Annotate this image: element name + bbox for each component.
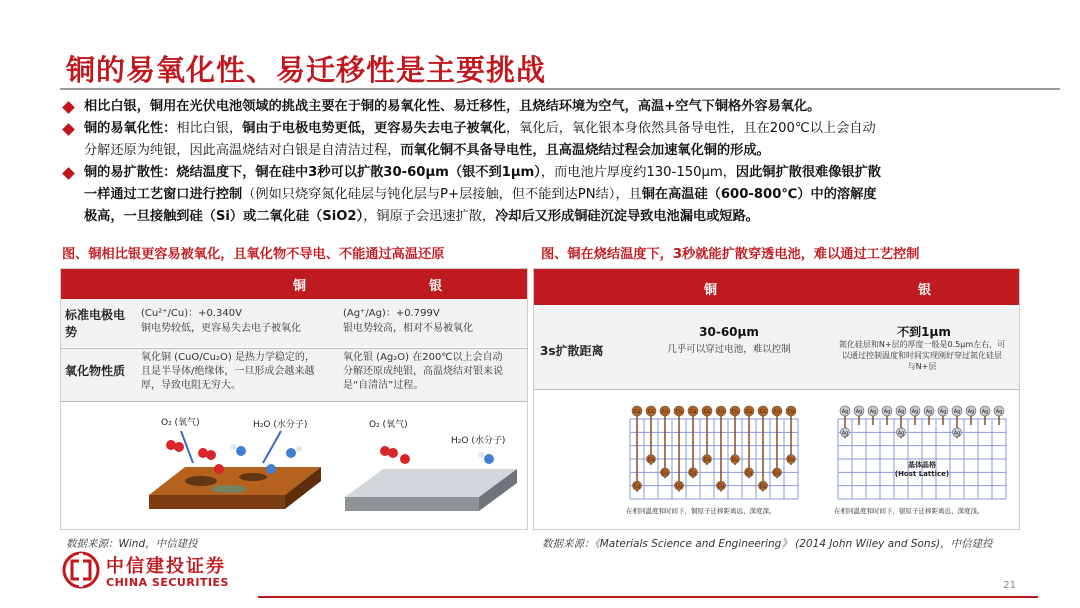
bullet-line <box>84 96 1062 118</box>
diffusion-comparison-table <box>533 268 1020 530</box>
column-header-silver: 银 <box>429 279 443 294</box>
atom-label: Ag <box>911 409 919 415</box>
copper-potential-note: 铜电势较低，更容易失去电子被氧化 <box>141 323 301 334</box>
logo-gap <box>79 553 83 587</box>
atom-label: Cu <box>703 457 711 463</box>
bullet-list <box>62 96 1062 228</box>
atom-label: Cu <box>675 483 683 490</box>
oxygen-molecule-icon <box>400 454 410 464</box>
diamond-bullet-icon <box>62 123 75 136</box>
atom-label: Cu <box>759 483 767 490</box>
bullet-line <box>84 140 1062 162</box>
oxygen-molecule-icon <box>206 450 216 460</box>
host-lattice-label: (Host Lattice) <box>894 470 950 478</box>
copper-oxide-text: 氧化铜 (CuO/Cu₂O) 是热力学稳定的， <box>141 352 315 363</box>
data-source-right: 数据来源：《Materials Science and Engineering》 (2014 John Wiley and Sons)，中信建投 <box>542 538 993 550</box>
atom-label: Cu <box>745 470 753 477</box>
water-molecule-icon <box>230 444 236 450</box>
text-run: ，氧化后，氧化银本身依然具备导电性，且在200℃以上会自动 <box>506 121 876 136</box>
bold-text-run: 铜由于电极电势更低，更容易失去电子被氧化 <box>242 121 506 136</box>
oxygen-molecule-icon <box>388 448 398 458</box>
copper-oxide-text: 厚，导致电阻无穷大。 <box>141 380 241 391</box>
silver-oxide-text: 氧化银 (Ag₂O) 在200℃以上会自动 <box>343 352 503 363</box>
page-number: 21 <box>1003 580 1016 591</box>
atom-label: Cu <box>731 409 739 415</box>
water-molecule-icon <box>478 452 484 458</box>
water-label: H₂O (水分子) <box>451 436 506 446</box>
row-label-electrode-potential: 标准电极电势 <box>65 308 126 339</box>
atom-label: Ag <box>939 409 947 415</box>
oxygen-label: O₂ (氧气) <box>161 418 200 428</box>
silver-potential-note: 银电势较高，相对不易被氧化 <box>343 323 473 334</box>
bold-text-run: 一样通过工艺窗口进行控制 <box>84 187 243 202</box>
bold-text-run: 而氧化铜不具备导电性，且高温烧结过程会加速氧化铜的形成。 <box>400 143 770 158</box>
atom-label: Ag <box>953 430 961 437</box>
bold-text-run: 铜的易扩散性：烧结温度下，铜在硅中3秒可以扩散30-60μm（银不到1μm） <box>84 165 541 180</box>
silver-diffusion-distance: 不到1μm <box>897 325 951 339</box>
oxygen-molecule-icon <box>174 442 184 452</box>
row-label-oxide-property: 氧化物性质 <box>65 364 126 378</box>
bold-text-run: 相比白银，铜用在光伏电池领域的挑战主要在于铜的易氧化性、易迁移性，且烧结环境为空气，高温+空气下铜格外容易氧化。 <box>84 99 821 114</box>
column-header-copper: 铜 <box>293 279 307 294</box>
corrosion-spot <box>185 476 217 486</box>
silver-plate-front <box>345 497 479 511</box>
atom-label: Ag <box>967 409 975 415</box>
bold-text-run: 因此铜扩散很难像银扩散 <box>735 165 881 180</box>
bold-text-run: 极高，一旦接触到硅（Si）或二氧化硅（SiO2） <box>84 209 364 224</box>
atom-label: Ag <box>897 430 905 437</box>
atom-label: Cu <box>717 483 725 490</box>
atom-label: Ag <box>953 409 961 415</box>
silver-potential-value: (Ag⁺/Ag)：+0.799V <box>343 308 440 319</box>
atom-label: Cu <box>717 409 725 415</box>
bullet-item <box>62 96 1062 118</box>
table-header <box>61 269 527 299</box>
water-label: H₂O (水分子) <box>253 420 308 430</box>
bold-text-run: 冷却后又形成铜硅沉淀导致电池漏电或短路。 <box>495 209 759 224</box>
atom-label: Ag <box>841 430 849 437</box>
atom-label: Cu <box>633 409 641 415</box>
water-molecule-icon <box>286 448 296 458</box>
atom-label: Ag <box>981 409 989 415</box>
silver-diffusion-diagram <box>832 405 1012 517</box>
atom-label: Ag <box>869 409 877 415</box>
diamond-bullet-icon <box>62 167 75 180</box>
bold-text-run: 铜的易氧化性： <box>84 121 177 136</box>
oxygen-molecule-icon <box>214 464 224 474</box>
copper-diagram-note: 在相同温度和时间下，铜原子迁移距离远、深度深。 <box>626 507 776 515</box>
silver-diagram-note: 在相同温度和时间下，银原子迁移距离近、深度浅。 <box>834 507 984 515</box>
water-molecule-icon <box>236 446 246 456</box>
water-molecule-icon <box>296 446 302 452</box>
atom-label: Cu <box>703 409 711 415</box>
silver-oxide-text: 分解还原成纯银，高温烧结对银来说 <box>343 366 503 377</box>
table-header <box>534 269 1019 305</box>
arrow-icon <box>263 431 281 463</box>
atom-label: Cu <box>731 457 739 463</box>
atom-label: Cu <box>689 409 697 415</box>
column-header-copper: 铜 <box>704 283 718 298</box>
bullet-line <box>84 206 1062 228</box>
atom-label: Cu <box>787 457 795 463</box>
atom-label: Ag <box>897 409 905 415</box>
atom-label: Cu <box>675 409 683 415</box>
bullet-item <box>62 162 1062 228</box>
text-run: （例如只烧穿氮化硅层与钝化层与P+层接触，但不能到达PN结），且 <box>242 187 642 202</box>
row-divider <box>534 389 1019 390</box>
oxidation-comparison-table <box>60 268 528 530</box>
text-run: 分解还原为纯银，因此高温烧结对白银是自清洁过程， <box>84 143 401 158</box>
atom-label: Ag <box>925 409 933 415</box>
bullet-item <box>62 118 1062 162</box>
atom-label: Cu <box>773 470 781 477</box>
page-title: 铜的易氧化性、易迁移性是主要挑战 <box>66 53 547 87</box>
diamond-bullet-icon <box>62 101 75 114</box>
atom-label: Ag <box>995 409 1003 415</box>
copper-oxidation-illustration <box>141 409 331 527</box>
silver-diffusion-note: 与N+层 <box>907 362 937 371</box>
bullet-line <box>84 162 1062 184</box>
silver-oxidation-illustration <box>339 409 525 527</box>
oxygen-label: O₂ (氧气) <box>369 420 408 430</box>
copper-diffusion-diagram <box>624 405 804 517</box>
copper-oxide-text: 且是半导体/绝缘体，一旦形成会越来越 <box>141 366 315 377</box>
citic-logo-icon <box>62 551 100 589</box>
corrosion-spot <box>239 473 267 481</box>
text-run: ，而电池片厚度约130-150μm， <box>540 165 736 180</box>
column-header-silver: 银 <box>918 283 932 298</box>
atom-label: Cu <box>647 409 655 415</box>
atom-label: Ag <box>883 409 891 415</box>
host-lattice-label: 基体晶格 <box>908 461 936 469</box>
text-run: 相比白银， <box>176 121 243 136</box>
bullet-line <box>84 184 1062 206</box>
atom-label: Cu <box>689 470 697 477</box>
bold-text-run: 铜在高温硅（600-800℃）中的溶解度 <box>641 187 877 202</box>
atom-label: Cu <box>647 457 655 463</box>
copper-diffusion-distance: 30-60μm <box>699 325 759 339</box>
copper-plate-front <box>149 495 285 509</box>
silver-diffusion-note: 氮化硅层和N+层的厚度一般是0.5μm左右，可 <box>838 340 1006 349</box>
copper-potential-value: (Cu²⁺/Cu)：+0.340V <box>141 308 242 319</box>
water-molecule-icon <box>266 464 276 474</box>
atom-label: Cu <box>661 409 669 415</box>
row-divider <box>61 348 527 349</box>
water-molecule-icon <box>484 454 494 464</box>
corrosion-spot <box>211 485 247 493</box>
atom-label: Cu <box>633 483 641 490</box>
atom-label: Cu <box>661 470 669 477</box>
row-divider <box>61 401 527 402</box>
atom-label: Cu <box>787 409 795 415</box>
bullet-line <box>84 118 1062 140</box>
copper-diffusion-note: 几乎可以穿过电池，难以控制 <box>667 344 791 355</box>
atom-label: Cu <box>745 409 753 415</box>
silver-oxide-text: 是“自清洁”过程。 <box>343 380 424 391</box>
figure-caption-left: 图、铜相比银更容易被氧化，且氧化物不导电、不能通过高温还原 <box>62 247 445 262</box>
data-source-left: 数据来源：Wind，中信建投 <box>66 538 198 550</box>
figure-caption-right: 图、铜在烧结温度下，3秒就能扩散穿透电池，难以通过工艺控制 <box>541 247 920 262</box>
silver-diffusion-note: 以通过控制温度和时间实现刚好穿过氮化硅层 <box>842 351 1002 360</box>
atom-label: Ag <box>855 409 863 415</box>
footer-rule <box>258 596 1038 598</box>
text-run: ，铜原子会迅速扩散， <box>363 209 496 224</box>
atom-label: Cu <box>773 409 781 415</box>
title-divider <box>60 88 1060 90</box>
atom-label: Ag <box>841 409 849 415</box>
atom-label: Cu <box>759 409 767 415</box>
row-label-diffusion-distance: 3s扩散距离 <box>540 344 604 358</box>
company-name-en: CHINA SECURITIES <box>106 576 229 589</box>
company-name-cn: 中信建投证券 <box>106 556 226 577</box>
